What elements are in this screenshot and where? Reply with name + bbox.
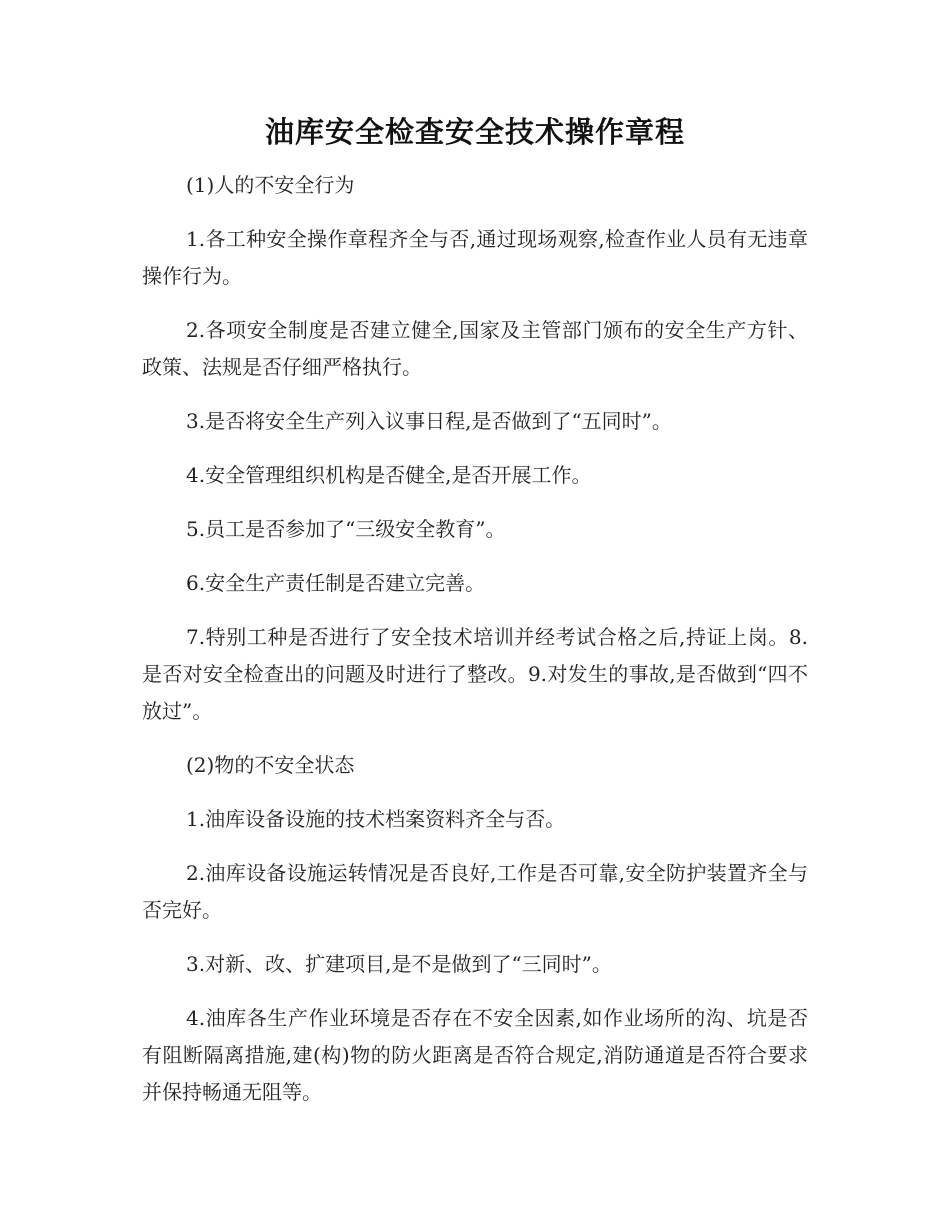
paragraph: 1.油库设备设施的技术档案资料齐全与否。 <box>186 807 566 831</box>
paragraph: 4.油库各生产作业环境是否存在不安全因素,如作业场所的沟、坑是否有阻断隔离措施,建(构)物的防火距离是否符合规定,消防通道是否符合要求并保持畅通无阻等。 <box>142 1006 808 1104</box>
section-heading-person: (1)人的不安全行为 <box>186 173 355 197</box>
section-heading-object: (2)物的不安全状态 <box>186 753 355 777</box>
document-title: 油库安全检查安全技术操作章程 <box>264 115 685 149</box>
paragraph: 2.各项安全制度是否建立健全,国家及主管部门颁布的安全生产方针、政策、法规是否仔细严格执行。 <box>142 318 808 379</box>
document-body <box>142 167 808 1128</box>
paragraph: 6.安全生产责任制是否建立完善。 <box>186 571 486 595</box>
paragraph: 3.对新、改、扩建项目,是不是做到了“三同时”。 <box>186 952 612 976</box>
paragraph: 4.安全管理组织机构是否健全,是否开展工作。 <box>186 463 592 487</box>
paragraph: 5.员工是否参加了“三级安全教育”。 <box>186 517 506 541</box>
paragraph: 2.油库设备设施运转情况是否良好,工作是否可靠,安全防护装置齐全与否完好。 <box>142 861 808 922</box>
paragraph: 3.是否将安全生产列入议事日程,是否做到了“五同时”。 <box>186 409 672 433</box>
paragraph: 1.各工种安全操作章程齐全与否,通过现场观察,检查作业人员有无违章操作行为。 <box>142 227 808 288</box>
paragraph: 7.特别工种是否进行了安全技术培训并经考试合格之后,持证上岗。8.是否对安全检查出的问题及时进行了整改。9.对发生的事故,是否做到“四不放过”。 <box>142 625 808 723</box>
